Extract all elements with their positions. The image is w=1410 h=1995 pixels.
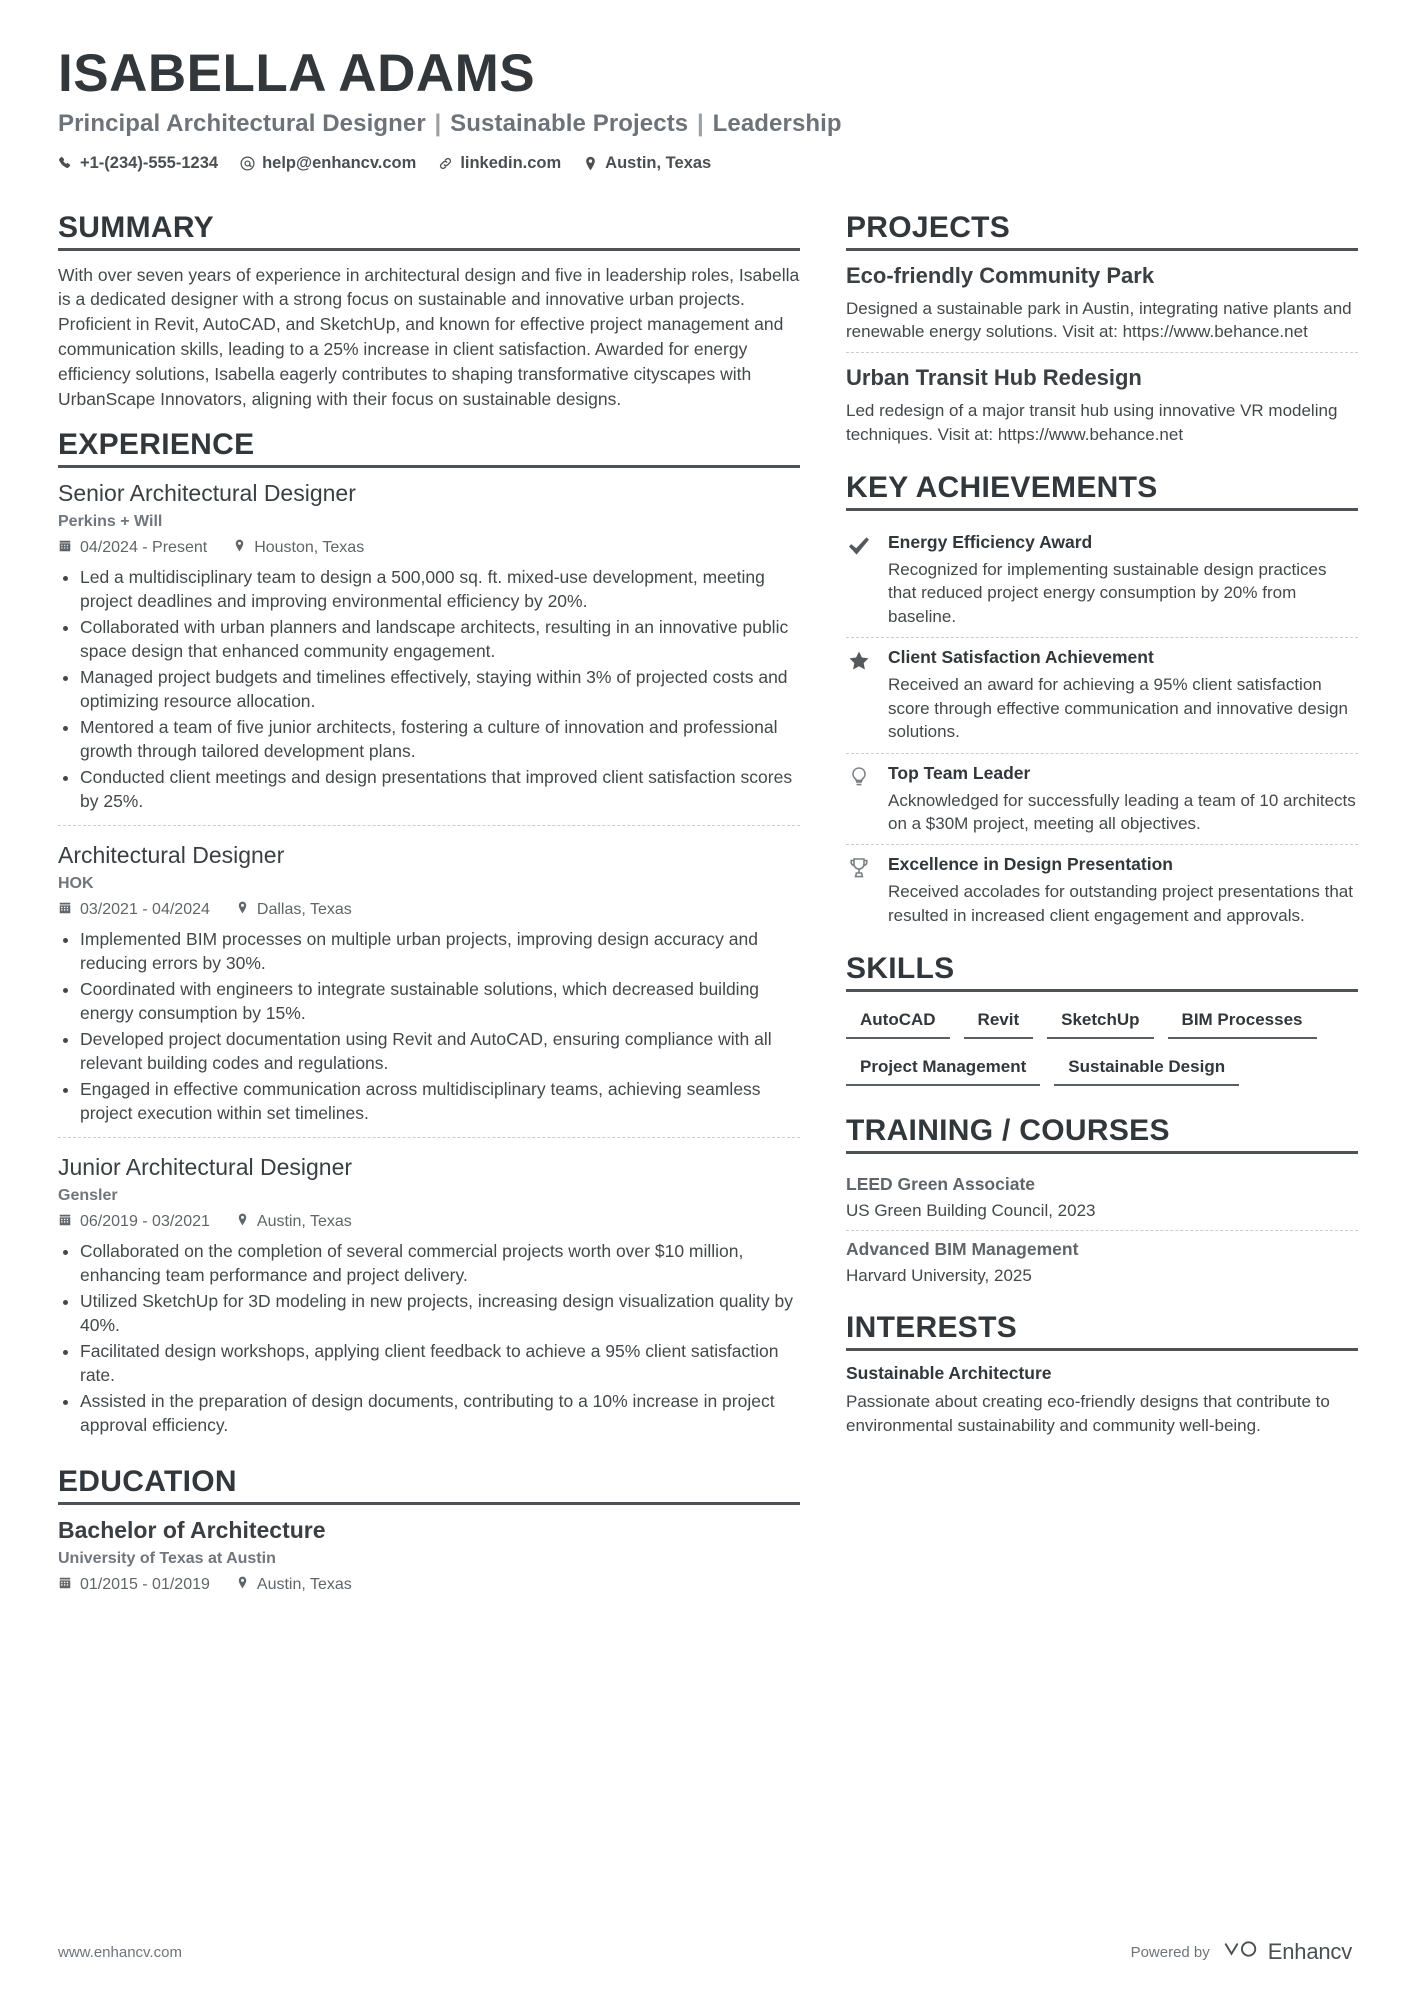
experience-meta xyxy=(58,539,800,558)
bullet: • Conducted client meetings and design presentations that improved client satisfaction scores by 25%. xyxy=(80,765,800,814)
bullet: • Utilized SketchUp for 3D modeling in new projects, increasing design visualization quality by 40%. xyxy=(80,1289,800,1338)
experience-company: Perkins + Will xyxy=(58,512,163,530)
course-title: LEED Green Associate xyxy=(846,1174,1036,1195)
education-location xyxy=(236,1576,352,1594)
section-interests xyxy=(846,1311,1358,1438)
headline-separator-2: | xyxy=(697,109,704,137)
project-title: Eco-friendly Community Park xyxy=(846,262,1155,288)
section-rule-training xyxy=(846,1151,1358,1154)
lightbulb-icon xyxy=(846,763,874,836)
experience-title: Junior Architectural Designer xyxy=(58,1153,353,1180)
experience-meta xyxy=(58,901,800,920)
bullet: • Facilitated design workshops, applying client feedback to achieve a 95% client satisfaction rate. xyxy=(80,1339,800,1388)
enhancv-logo xyxy=(1222,1937,1352,1967)
section-rule-projects xyxy=(846,248,1358,251)
footer-powered-by-label: Powered by xyxy=(1130,1943,1210,1961)
headline-part-3: Leadership xyxy=(712,109,842,137)
project-entry xyxy=(846,263,1358,353)
section-rule-interests xyxy=(846,1348,1358,1351)
education-school: University of Texas at Austin xyxy=(58,1549,276,1567)
skill-chip: Project Management xyxy=(846,1051,1040,1086)
calendar-icon xyxy=(58,539,72,558)
experience-dates xyxy=(58,1213,210,1232)
section-experience xyxy=(58,428,800,1449)
course-item xyxy=(846,1166,1358,1230)
section-title-skills: SKILLS xyxy=(846,952,955,986)
star-icon xyxy=(846,647,874,743)
experience-company: HOK xyxy=(58,874,94,892)
email-icon xyxy=(240,156,255,171)
achievement-description: Recognized for implementing sustainable design practices that reduced project energy consumption by 20% from baseline. xyxy=(888,559,1327,626)
contact-phone xyxy=(58,154,218,173)
skill-chip: Sustainable Design xyxy=(1054,1051,1239,1086)
bullet: • Engaged in effective communication across multidisciplinary teams, achieving seamless project execution within set timelines. xyxy=(80,1077,800,1126)
achievement-title: Energy Efficiency Award xyxy=(888,531,1093,552)
section-rule-skills xyxy=(846,989,1358,992)
experience-location xyxy=(236,901,352,919)
achievement-title: Excellence in Design Presentation xyxy=(888,854,1173,875)
skill-chip: SketchUp xyxy=(1047,1004,1153,1039)
project-description: Led redesign of a major transit hub using innovative VR modeling techniques. Visit at: https://www.behance.net xyxy=(846,401,1338,445)
footer-branding xyxy=(1131,1937,1352,1967)
resume-header xyxy=(58,46,1352,173)
experience-dates-text: 04/2024 - Present xyxy=(80,539,208,557)
contact-row xyxy=(58,154,1352,173)
section-rule-experience xyxy=(58,465,800,468)
section-title-achievements: KEY ACHIEVEMENTS xyxy=(846,470,1158,504)
candidate-name: ISABELLA ADAMS xyxy=(58,44,536,103)
headline-separator-1: | xyxy=(434,109,442,137)
experience-dates-text: 03/2021 - 04/2024 xyxy=(80,901,210,919)
headline-part-1: Principal Architectural Designer xyxy=(58,109,426,137)
enhancv-mark-icon xyxy=(1222,1937,1260,1967)
skill-chip: BIM Processes xyxy=(1168,1004,1317,1039)
phone-icon xyxy=(58,156,73,171)
bullet: • Developed project documentation using Revit and AutoCAD, ensuring compliance with all relevant building codes and regulations. xyxy=(80,1027,800,1076)
experience-location-text: Houston, Texas xyxy=(254,539,365,557)
experience-title: Architectural Designer xyxy=(58,841,285,868)
achievement-description: Received accolades for outstanding project presentations that resulted in increased client engagement and approvals. xyxy=(888,882,1353,925)
bullet: • Managed project budgets and timelines effectively, staying within 3% of projected costs and optimizing resource allocation. xyxy=(80,665,800,714)
bullet: • Coordinated with engineers to integrate sustainable solutions, which decreased building energy consumption by 15%. xyxy=(80,977,800,1026)
summary-text: With over seven years of experience in architectural design and five in leadership roles, Isabella is a dedicated designer with a strong focus on sustainable and innovative urban projects. Proficient in Revit, AutoCAD, and SketchUp, and known for effective project management and communication skills, leading to a 25% increase in client satisfaction. Awarded for energy efficiency solutions, Isabella eagerly contributes to shaping transformative cityscapes with UrbanScape Innovators, aligning with their focus on sustainable designs. xyxy=(58,264,800,409)
achievement-item xyxy=(846,753,1358,845)
location-pin-icon xyxy=(233,539,246,557)
experience-dates-text: 06/2019 - 03/2021 xyxy=(80,1213,210,1231)
bullet: • Mentored a team of five junior architects, fostering a culture of innovation and professional growth through tailored development plans. xyxy=(80,715,800,764)
location-text: Austin, Texas xyxy=(605,153,712,172)
bullet: • Collaborated on the completion of several commercial projects worth over $10 million, enhancing team performance and project delivery. xyxy=(80,1239,800,1288)
skill-chip: AutoCAD xyxy=(846,1004,950,1039)
experience-entry xyxy=(58,480,800,825)
calendar-icon xyxy=(58,901,72,920)
experience-location-text: Austin, Texas xyxy=(256,1213,352,1231)
section-education xyxy=(58,1465,800,1612)
project-title: Urban Transit Hub Redesign xyxy=(846,365,1142,391)
enhancv-wordmark: Enhancv xyxy=(1267,1939,1352,1964)
trophy-icon xyxy=(846,854,874,927)
section-title-training: TRAINING / COURSES xyxy=(846,1114,1170,1148)
section-rule-education xyxy=(58,1502,800,1505)
right-column xyxy=(846,195,1358,1438)
section-title-interests: INTERESTS xyxy=(846,1311,1018,1345)
achievement-item xyxy=(846,844,1358,936)
course-title: Advanced BIM Management xyxy=(846,1239,1079,1260)
experience-location-text: Dallas, Texas xyxy=(256,901,352,919)
interest-description: Passionate about creating eco-friendly designs that contribute to environmental sustainability and community well-being. xyxy=(846,1392,1330,1436)
course-provider: Harvard University, 2025 xyxy=(846,1266,1032,1286)
section-summary xyxy=(58,211,800,412)
education-dates-text: 01/2015 - 01/2019 xyxy=(80,1576,210,1594)
achievement-item xyxy=(846,637,1358,752)
skill-chip: Revit xyxy=(964,1004,1034,1039)
section-title-education: EDUCATION xyxy=(58,1464,237,1498)
interest-item xyxy=(846,1363,1358,1438)
bullet: • Collaborated with urban planners and landscape architects, resulting in an innovative public space design that enhanced community engagement. xyxy=(80,615,800,664)
education-meta xyxy=(58,1576,800,1595)
education-dates xyxy=(58,1576,210,1595)
calendar-icon xyxy=(58,1576,72,1595)
education-location-text: Austin, Texas xyxy=(256,1576,352,1594)
section-title-experience: EXPERIENCE xyxy=(58,427,255,461)
skills-list xyxy=(846,1004,1358,1098)
candidate-headline xyxy=(58,110,1352,138)
bullet: • Assisted in the preparation of design documents, contributing to a 10% increase in project approval efficiency. xyxy=(80,1389,800,1438)
phone-text: +1-(234)-555-1234 xyxy=(80,153,219,172)
experience-meta xyxy=(58,1213,800,1232)
experience-bullets xyxy=(58,1239,800,1438)
course-provider: US Green Building Council, 2023 xyxy=(846,1201,1096,1221)
section-training xyxy=(846,1114,1358,1295)
contact-website[interactable] xyxy=(438,154,561,173)
experience-company: Gensler xyxy=(58,1186,118,1204)
project-description: Designed a sustainable park in Austin, integrating native plants and renewable energy solutions. Visit at: https://www.behance.net xyxy=(846,298,1352,342)
bullet: • Implemented BIM processes on multiple urban projects, improving design accuracy and reducing errors by 30%. xyxy=(80,927,800,976)
experience-location xyxy=(233,539,364,557)
interest-title: Sustainable Architecture xyxy=(846,1363,1052,1384)
experience-dates xyxy=(58,539,207,558)
bullet: • Led a multidisciplinary team to design a 500,000 sq. ft. mixed-use development, meeting project deadlines and improving environmental efficiency by 20%. xyxy=(80,565,800,614)
experience-bullets xyxy=(58,565,800,814)
achievement-title: Top Team Leader xyxy=(888,762,1031,783)
left-column xyxy=(58,195,800,1612)
project-entry xyxy=(846,352,1358,455)
contact-location xyxy=(583,154,711,173)
experience-title: Senior Architectural Designer xyxy=(58,479,356,506)
section-title-projects: PROJECTS xyxy=(846,210,1011,244)
achievement-title: Client Satisfaction Achievement xyxy=(888,647,1154,668)
location-pin-icon xyxy=(236,1576,249,1594)
section-rule-achievements xyxy=(846,508,1358,511)
check-icon xyxy=(846,532,874,628)
page-footer xyxy=(58,1937,1352,1967)
section-key-achievements xyxy=(846,471,1358,937)
experience-entry xyxy=(58,825,800,1137)
course-item xyxy=(846,1230,1358,1295)
location-pin-icon xyxy=(583,156,598,171)
achievement-item xyxy=(846,523,1358,637)
calendar-icon xyxy=(58,1213,72,1232)
headline-part-2: Sustainable Projects xyxy=(450,109,689,137)
experience-bullets xyxy=(58,927,800,1126)
footer-site-url[interactable]: www.enhancv.com xyxy=(58,1943,182,1961)
achievement-description: Acknowledged for successfully leading a team of 10 architects on a $30M project, meeting all objectives. xyxy=(888,790,1356,833)
education-degree: Bachelor of Architecture xyxy=(58,1516,326,1543)
email-text: help@enhancv.com xyxy=(262,153,417,172)
education-entry xyxy=(58,1517,800,1612)
section-title-summary: SUMMARY xyxy=(58,210,214,244)
website-text: linkedin.com xyxy=(460,153,562,172)
link-icon xyxy=(438,156,453,171)
section-projects xyxy=(846,211,1358,455)
contact-email[interactable] xyxy=(240,154,416,173)
achievement-description: Received an award for achieving a 95% client satisfaction score through effective communication and innovative design solutions. xyxy=(888,675,1348,742)
experience-entry xyxy=(58,1137,800,1449)
experience-dates xyxy=(58,901,210,920)
location-pin-icon xyxy=(236,1213,249,1231)
section-skills xyxy=(846,952,1358,1098)
experience-location xyxy=(236,1213,352,1231)
location-pin-icon xyxy=(236,901,249,919)
section-rule-summary xyxy=(58,248,800,251)
